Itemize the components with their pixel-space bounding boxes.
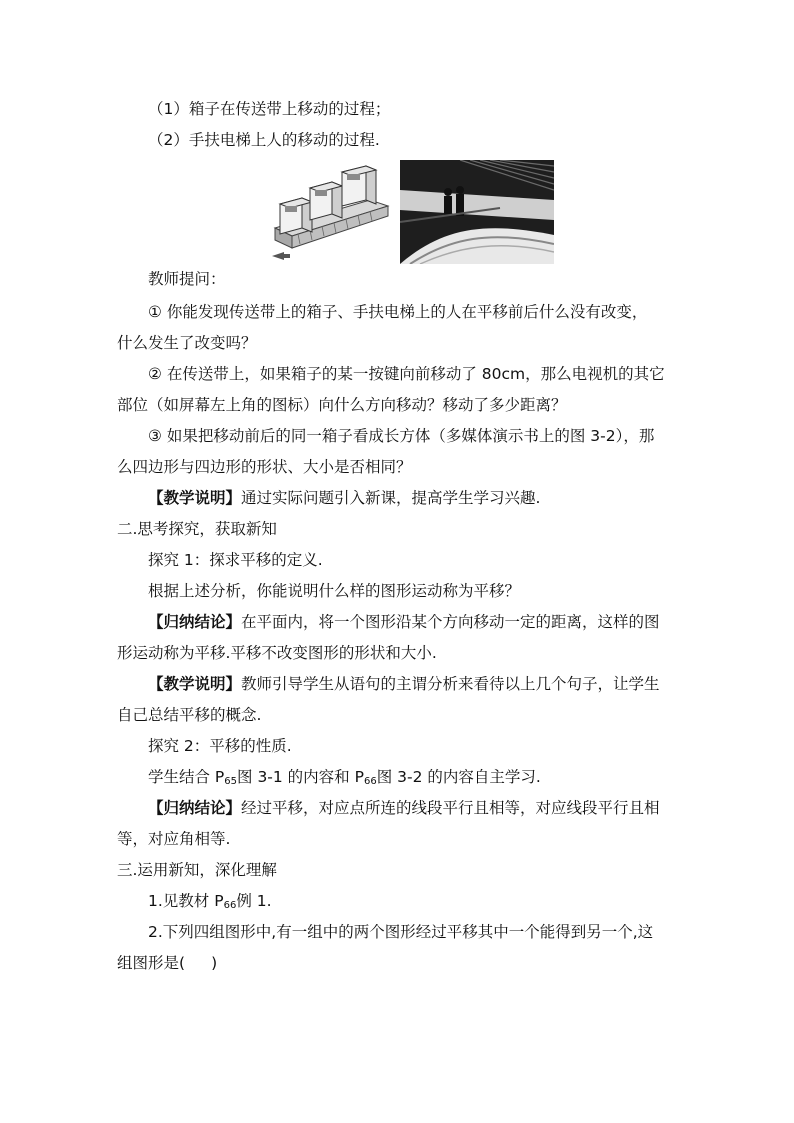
text-line: 2.下列四组图形中,有一组中的两个图形经过平移其中一个能得到另一个,这	[148, 923, 654, 941]
text-line: （2）手扶电梯上人的移动的过程.	[148, 131, 380, 149]
text-span: )	[211, 954, 218, 972]
text-line: 教师提问：	[148, 270, 226, 288]
text-line	[148, 768, 541, 788]
section-heading: 三.运用新知，深化理解	[117, 861, 277, 879]
teaching-note-tag: 【教学说明】	[148, 675, 242, 693]
conclusion-tag: 【归纳结论】	[148, 799, 242, 817]
teaching-note-tag: 【教学说明】	[148, 489, 242, 507]
text-span: 图 3-2 的内容自主学习.	[376, 768, 541, 786]
conclusion-tag: 【归纳结论】	[148, 613, 242, 631]
section-heading: 二.思考探究，获取新知	[117, 520, 277, 538]
text-line: 探究 1：探求平移的定义.	[148, 551, 323, 569]
text-span: 1.见教材 P	[148, 892, 224, 910]
text-span: 学生结合 P	[148, 768, 225, 786]
text-line	[148, 613, 660, 632]
text-line: ③ 如果把移动前后的同一箱子看成长方体（多媒体演示书上的图 3-2），那	[148, 427, 655, 445]
text-line: ① 你能发现传送带上的箱子、手扶电梯上的人在平移前后什么没有改变，	[148, 303, 648, 321]
text-line: 部位（如屏幕左上角的图标）向什么方向移动？移动了多少距离？	[117, 396, 567, 414]
text-line	[148, 489, 540, 508]
teaching-note-text: 教师引导学生从语句的主谓分析来看待以上几个句子，让学生	[241, 675, 660, 693]
text-line: 探究 2：平移的性质.	[148, 737, 292, 755]
text-line: （1）箱子在传送带上移动的过程；	[148, 100, 391, 118]
conveyor-belt-image	[270, 160, 392, 264]
conclusion-text: 经过平移，对应点所连的线段平行且相等，对应线段平行且相	[241, 799, 660, 817]
text-span: 组图形是(	[117, 954, 186, 972]
page-subscript: 66	[363, 776, 377, 787]
conclusion-text: 在平面内，将一个图形沿某个方向移动一定的距离，这样的图	[241, 613, 660, 631]
figure-group	[270, 160, 570, 265]
text-line: 么四边形与四边形的形状、大小是否相同？	[117, 458, 412, 476]
text-line	[148, 675, 660, 694]
text-line: ② 在传送带上，如果箱子的某一按键向前移动了 80cm，那么电视机的其它	[148, 365, 665, 383]
page-subscript: 65	[224, 776, 238, 787]
teaching-note-text: 通过实际问题引入新课，提高学生学习兴趣.	[241, 489, 541, 507]
text-line: 形运动称为平移.平移不改变图形的形状和大小.	[117, 644, 437, 662]
text-line	[148, 799, 660, 818]
text-line: 什么发生了改变吗？	[117, 334, 257, 352]
text-line	[148, 892, 272, 912]
page-subscript: 66	[223, 900, 237, 911]
text-line: 等，对应角相等.	[117, 830, 231, 848]
text-span: 例 1.	[236, 892, 272, 910]
escalator-photo	[400, 160, 554, 264]
text-span: 图 3-1 的内容和 P	[237, 768, 364, 786]
text-line: 根据上述分析，你能说明什么样的图形运动称为平移？	[148, 582, 521, 600]
text-line: 自己总结平移的概念.	[117, 706, 262, 724]
text-line	[117, 954, 217, 973]
